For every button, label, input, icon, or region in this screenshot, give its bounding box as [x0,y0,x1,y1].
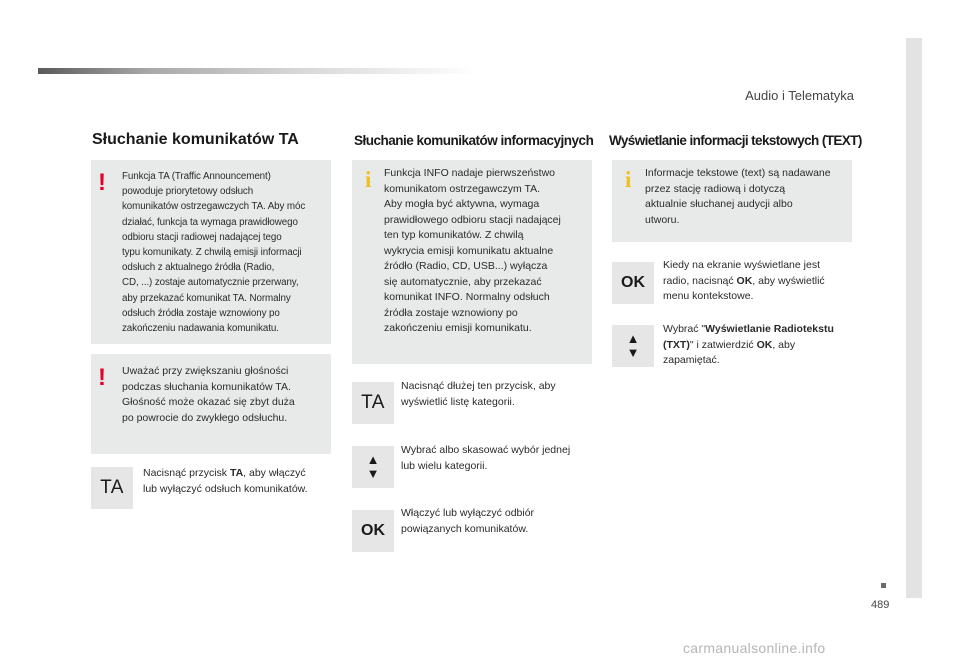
text-line: Włączyć lub wyłączyć odbiór [401,507,535,519]
text-line: odsłuch źródła zostaje wznowiony po [122,307,280,319]
text-line: Funkcja TA (Traffic Announcement) [122,171,271,182]
ta-button[interactable]: TA [352,382,394,424]
ta-button[interactable]: TA [91,467,133,509]
text-line: utworu. [645,213,680,226]
arrow-up-icon: ▲ [366,452,380,467]
text-line: Funkcja INFO nadaje pierwszeństwo [384,167,555,179]
ok-button[interactable]: OK [352,510,394,552]
warning-box-volume [91,354,331,454]
section-title: Audio i Telematyka [745,88,854,103]
text-line: odbioru stacji radiowej nadającej tego [122,231,282,243]
info-text-info [384,166,589,337]
col2-title: Słuchanie komunikatów informacyjnych [354,133,594,148]
col3-title: Wyświetlanie informacji tekstowych (TEXT) [609,133,862,148]
text-line: typu komunikaty. Z chwilą emisji informacji [122,247,302,259]
info-icon: i [625,167,632,192]
arrow-down-icon: ▼ [366,466,380,481]
warning-text-ta [122,169,327,336]
text-line: działać, funkcja ta wymaga prawidłowego [122,216,298,228]
info-box-text [612,160,852,242]
text-line: zakończeniu emisji komunikatu. [384,322,532,334]
watermark: carmanualsonline.info [683,640,826,656]
text-line: komunikatów ostrzegawczych TA. Aby móc [122,201,306,213]
info-icon: i [365,167,372,192]
text-line: Aby mogła być aktywna, wymaga [384,198,540,210]
text-line: Informacje tekstowe (text) są nadawane [645,167,831,179]
text-line: ten typ komunikatów. Z chwilą [384,229,524,241]
text-line: powoduje priorytetowy odsłuch [122,186,254,198]
up-down-button[interactable] [352,446,394,488]
page-marker [881,583,886,588]
text-line: Wybrać albo skasować wybór jednej [401,444,571,456]
text-line: wykrycia emisji komunikatu aktualne [384,244,554,257]
col1-title: Słuchanie komunikatów TA [92,131,299,148]
warning-box-ta [91,160,331,344]
text-line: CD, ...) zostaje automatycznie przerwany, [122,277,299,289]
warning-text-volume [122,364,327,426]
text-line: wyświetlić listę kategorii. [401,395,515,408]
text-line: po powrocie do zwykłego odsłuchu. [122,411,288,424]
text-line: powiązanych komunikatów. [401,522,529,535]
info-box-info [352,160,592,364]
arrow-down-icon: ▼ [626,345,640,360]
step-toggle-reception [401,506,534,537]
step-select-category [401,443,570,474]
step-context-menu: Kiedy na ekranie wyświetlane jest radio, nacisnąć OK, aby wyświetlić menu kontekstowe. [663,259,825,302]
text-line: komunikat INFO. Normalny odsłuch [384,291,550,303]
text-line: Nacisnąć dłużej ten przycisk, aby [401,380,556,392]
step-ta-toggle: Nacisnąć przycisk TA, aby włączyć lub wyłączyć odsłuch komunikatów. [143,467,308,495]
text-line: się automatycznie, aby przekazać [384,275,542,288]
page-side-strip [906,38,922,598]
step-radiotext: Wybrać "Wyświetlanie Radiotekstu (TXT)" i zatwierdzić OK, aby zapamiętać. [663,323,834,366]
ok-button[interactable]: OK [612,262,654,304]
text-line: zakończeniu nadawania komunikatu. [122,323,279,335]
text-line: odsłuch z aktualnego źródła (Radio, [122,262,275,274]
warning-icon: ! [98,364,106,391]
text-line: aby przekazać komunikat TA. Normalny [122,292,291,304]
text-line: przez stację radiową i dotyczą [645,182,786,195]
header-gradient-bar [38,68,478,74]
page-number: 489 [871,599,890,611]
text-line: źródła zostaje wznowiony po [384,306,518,319]
text-line: podczas słuchania komunikatów TA. [122,380,291,393]
text-line: prawidłowego odbioru stacji nadającej [384,213,561,226]
warning-icon: ! [98,169,106,196]
text-line: Uważać przy zwiększaniu głośności [122,365,289,377]
step-category-list [401,379,556,410]
up-down-button[interactable] [612,325,654,367]
arrow-up-icon: ▲ [626,331,640,346]
info-text-text [645,166,850,228]
text-line: Głośność może okazać się zbyt duża [122,396,295,408]
text-line: aktualnie słuchanej audycji albo [645,198,793,210]
text-line: komunikatom ostrzegawczym TA. [384,182,540,195]
text-line: źródło (Radio, CD, USB...) wyłącza [384,260,548,272]
text-line: lub wielu kategorii. [401,459,488,472]
